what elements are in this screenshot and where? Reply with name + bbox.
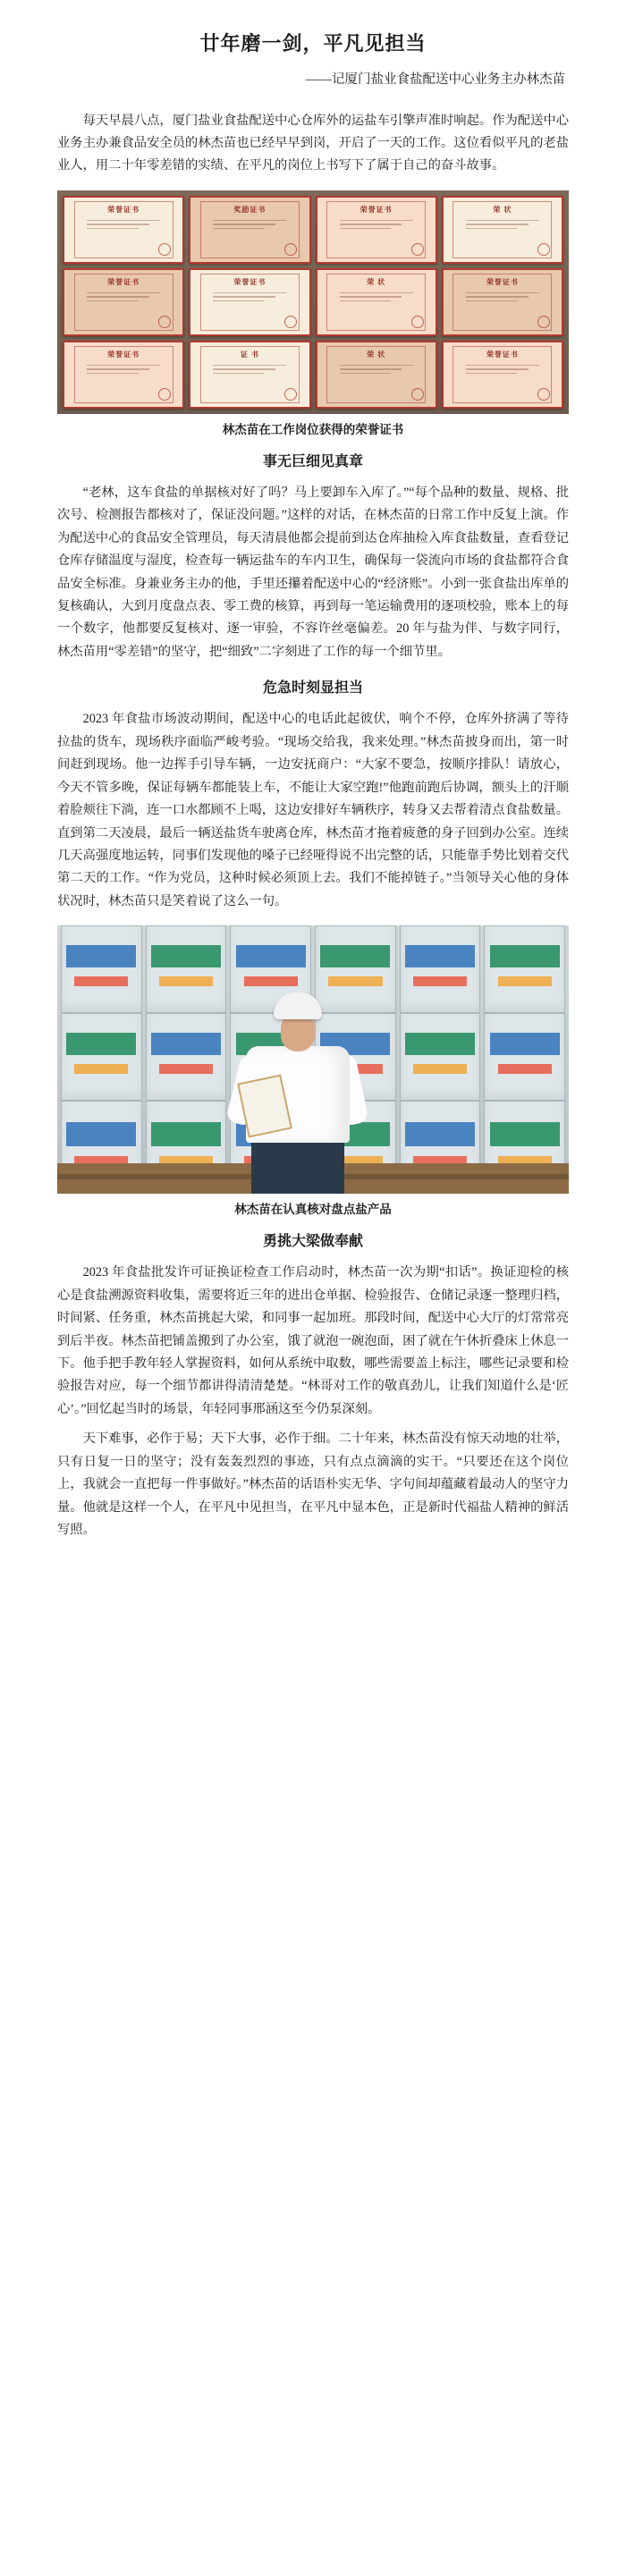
certificate-item: 荣誉证书 [63, 268, 184, 336]
certificate-item: 荣誉证书 [189, 268, 310, 336]
certificate-item: 荣誉证书 [63, 196, 184, 264]
section-paragraph: 2023 年食盐批发许可证换证检查工作启动时，林杰苗一次为期“扣话”。换证迎检的核心是食盐溯源资料收集，需要将近三年的进出仓单据、检验报告、仓储记录逐一整理归档，时间紧、任务重，林杰苗挑起大梁，和同事一起加班。那段时间，配送中心大厅的灯常常亮到后半夜。林杰苗把铺盖搬到了办公室，饿了就泡一碗泡面，困了就在午休折叠床上休息一下。他手把手教年轻人掌握资料，如何从系统中取数，哪些需要盖上标注，哪些记录要和检验报告对应，每一个细节都讲得清清楚楚。“林哥对工作的敬真劲儿，让我们知道什么是‘匠心’。”回忆起当时的场景，年轻同事邢涵这至今仍泵深刻。 [57, 1265, 569, 1416]
salt-carton [146, 1013, 227, 1101]
seal-icon [158, 243, 171, 256]
certificate-text-lines [87, 365, 160, 377]
salt-carton [484, 925, 565, 1013]
salt-carton [400, 925, 481, 1013]
seal-icon [284, 243, 297, 256]
seal-icon [158, 316, 171, 328]
certificate-text-lines [466, 365, 539, 377]
section-heading: 事无巨细见真章 [262, 453, 363, 469]
seal-icon [411, 243, 424, 256]
certificate-item: 荣 状 [442, 196, 563, 264]
page-title: 廿年磨一剑，平凡见担当 [199, 32, 427, 55]
seal-icon [411, 388, 424, 401]
certificate-item: 荣誉证书 [63, 341, 184, 409]
certificate-text-lines [213, 365, 286, 377]
certificate-text-lines [213, 220, 286, 232]
certificates-photo [57, 190, 569, 414]
certificate-text-lines [87, 220, 160, 232]
certificate-item: 荣 状 [316, 268, 437, 336]
certificate-item: 奖励证书 [189, 196, 310, 264]
certificate-item: 荣 状 [316, 341, 437, 409]
section-paragraph: 2023 年食盐市场波动期间，配送中心的电话此起彼伏，响个不停，仓库外挤满了等待拉盐的货车，现场秩序面临严峻考验。“现场交给我，我来处理。”林杰苗披身而出，第一时间赶到现场。他一边挥手引导车辆，一边安抚商户：“大家不要急，按顺序排队！请放心，今天不管多晚，保证每辆车都能装上车，不能让大家空跑!”他跑前跑后协调，额头上的汗顺着脸颊往下淌，连一口水都顾不上喝，这边安排好车辆秩序，转身又去帮着清点食盐数量。直到第二天凌晨，最后一辆送盐货车驶离仓库，林杰苗才拖着疲惫的身子回到办公室。连续几天高强度地运转，同事们发现他的嗓子已经哑得说不出完整的话，只能靠手势比划着交代第二天的工作。“作为党员，这种时候必须顶上去。我们不能掉链子。”当领导关心他的身体状况时，林杰苗只是笑着说了这么一句。 [57, 712, 569, 908]
section-heading: 勇挑大梁做奉献 [262, 1234, 363, 1250]
seal-icon [284, 388, 297, 401]
section-paragraph: “老林，这车食盐的单据核对好了吗？马上要卸车入库了。”“每个品种的数量、规格、批次号、检测报告都核对了，保证没问题。”这样的对话，在林杰苗的日常工作中反复上演。作为配送中心的食品安全管理员，每天清晨他都会提前到达仓库抽检入库食盐数量，查看登记仓库存储温度与湿度，检查每一辆运盐车的车内卫生，确保每一袋流向市场的食盐都符合食品安全标准。身兼业务主办的他，手里还攥着配送中心的“经济账”。小到一张食盐出库单的复核确认，大到月度盘点表、零工费的核算，再到每一笔运输费用的逐项校验，账本上的每一个数字，他都要反复核对、逐一审验，不容许丝毫偏差。20 年与盐为伴、与数字同行，林杰苗用“零差错”的坚守，把“细致”二字刻进了工作的每一个细节里。 [57, 485, 569, 659]
certificate-text-lines [340, 292, 413, 305]
figure-certificates-wall [57, 190, 569, 437]
salt-carton [61, 1013, 142, 1101]
seal-icon [284, 316, 297, 328]
section-paragraph: 天下难事，必作于易；天下大事，必作于细。二十年来，林杰苗没有惊天动地的壮举，只有日复一日的坚守；没有轰轰烈烈的事迹，只有点点滴滴的实干。“只要还在这个岗位上，我就会一直把每一件事做好。”林杰苗的话语朴实无华、字句间却蕴藏着最动人的坚守力量。他就是这样一个人，在平凡中见担当，在平凡中显本色，正是新时代福盐人精神的鲜活写照。 [57, 1432, 569, 1538]
salt-carton [61, 925, 142, 1013]
intro-paragraph: 每天早晨八点，厦门盐业食盐配送中心仓库外的运盐车引擎声准时响起。作为配送中心业务主办兼食品安全员的林杰苗也已经早早到岗，开启了一天的工作。这位看似平凡的老盐业人，用二十年零差错的实绩、在平凡的岗位上书写下了属于自己的奋斗故事。 [57, 113, 569, 173]
page-subtitle: ——记厦门盐业食盐配送中心业务主办林杰苗 [306, 72, 565, 87]
figure-caption: 林杰苗在认真核对盘点盐产品 [234, 1203, 392, 1217]
certificate-text-lines [340, 365, 413, 377]
certificate-item: 荣誉证书 [442, 268, 563, 336]
inspection-photo [57, 925, 569, 1194]
figure-inspection-photo [57, 925, 569, 1217]
seal-icon [537, 316, 550, 328]
certificate-item: 荣誉证书 [442, 341, 563, 409]
certificate-item: 证 书 [189, 341, 310, 409]
certificate-text-lines [340, 220, 413, 232]
worker-legs [251, 1136, 344, 1194]
certificate-text-lines [466, 292, 539, 305]
salt-carton [400, 1013, 481, 1101]
seal-icon [537, 243, 550, 256]
seal-icon [537, 388, 550, 401]
certificate-item: 荣誉证书 [316, 196, 437, 264]
salt-carton [146, 925, 227, 1013]
certificate-text-lines [213, 292, 286, 305]
figure-caption: 林杰苗在工作岗位获得的荣誉证书 [222, 422, 404, 436]
seal-icon [158, 388, 171, 401]
worker-figure [235, 992, 360, 1194]
certificate-text-lines [87, 292, 160, 305]
safety-helmet-icon [274, 992, 322, 1019]
certificate-text-lines [466, 220, 539, 232]
salt-carton [484, 1013, 565, 1101]
section-heading: 危急时刻显担当 [262, 680, 363, 697]
seal-icon [411, 316, 424, 328]
